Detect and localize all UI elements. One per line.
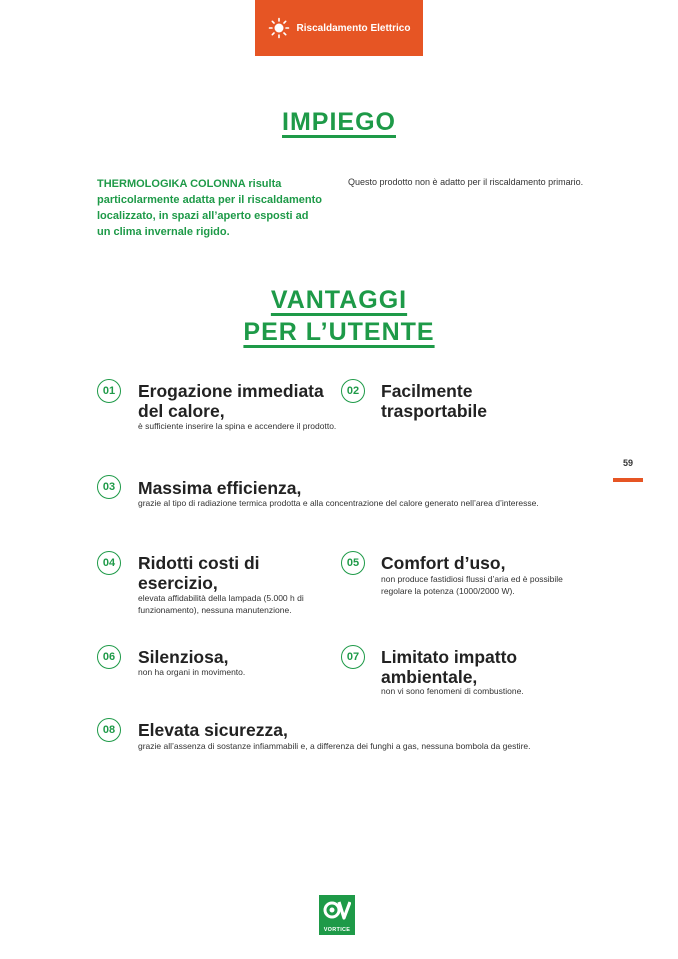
benefit-number: 03 [97,475,121,499]
benefit-desc: è sufficiente inserire la spina e accendere il prodotto. [138,421,337,431]
benefit-number: 02 [341,379,365,403]
benefit-number: 06 [97,645,121,669]
benefit-title: Comfort d’uso, [381,553,506,573]
benefit-desc: elevata affidabilità della lampada (5.000 h di funzionamento), nessuna manutenzione. [138,593,304,615]
page-number: 59 [622,458,633,468]
product-name: THERMOLOGIKA COLONNA [97,178,246,190]
benefit-title: Massima efficienza, [138,478,302,498]
benefit-number: 07 [341,645,365,669]
vantaggi-heading-line2: PER L’UTENTE [243,318,435,346]
benefit-desc: grazie all’assenza di sostanze infiammabili e, a differenza dei funghi a gas, nessuna bombola da gestire. [138,741,531,751]
benefit-title: Silenziosa, [138,647,229,667]
benefit-number: 01 [97,379,121,403]
benefit-title: Limitato impatto ambientale, [381,647,518,687]
brand-name: VORTICE [323,927,351,933]
page-marker [613,478,643,482]
vantaggi-heading-line1: VANTAGGI [270,286,408,314]
benefit-number: 08 [97,718,121,742]
sun-icon [268,17,290,39]
benefit-title: Ridotti costi di esercizio, [138,553,260,593]
impiego-text: risulta particolarmente adatta per il riscaldamento localizzato, in spazi all’aperto esposti ad un clima invernale rigido. [97,178,322,238]
section-title: Riscaldamento Elettrico [296,22,411,34]
benefit-title: Facilmente trasportabile [381,381,487,421]
benefit-title: Erogazione immediata del calore, [138,381,324,421]
benefit-number: 05 [341,551,365,575]
benefit-number: 04 [97,551,121,575]
impiego-heading: IMPIEGO [282,108,396,136]
section-tab [255,0,423,56]
benefit-desc: non produce fastidiosi flussi d’aria ed è possibile regolare la potenza (1000/2000 W). [381,574,563,596]
vortice-logo [319,895,355,935]
benefit-desc: grazie al tipo di radiazione termica prodotta e alla concentrazione del calore generato nell’area d’interesse. [138,498,539,508]
benefit-desc: non vi sono fenomeni di combustione. [381,686,524,696]
benefit-desc: non ha organi in movimento. [138,667,246,677]
vortice-symbol-icon [323,898,351,924]
benefit-title: Elevata sicurezza, [138,720,288,740]
impiego-note: Questo prodotto non è adatto per il riscaldamento primario. [348,177,584,187]
vantaggi-heading [0,284,678,348]
impiego-description [97,176,322,240]
